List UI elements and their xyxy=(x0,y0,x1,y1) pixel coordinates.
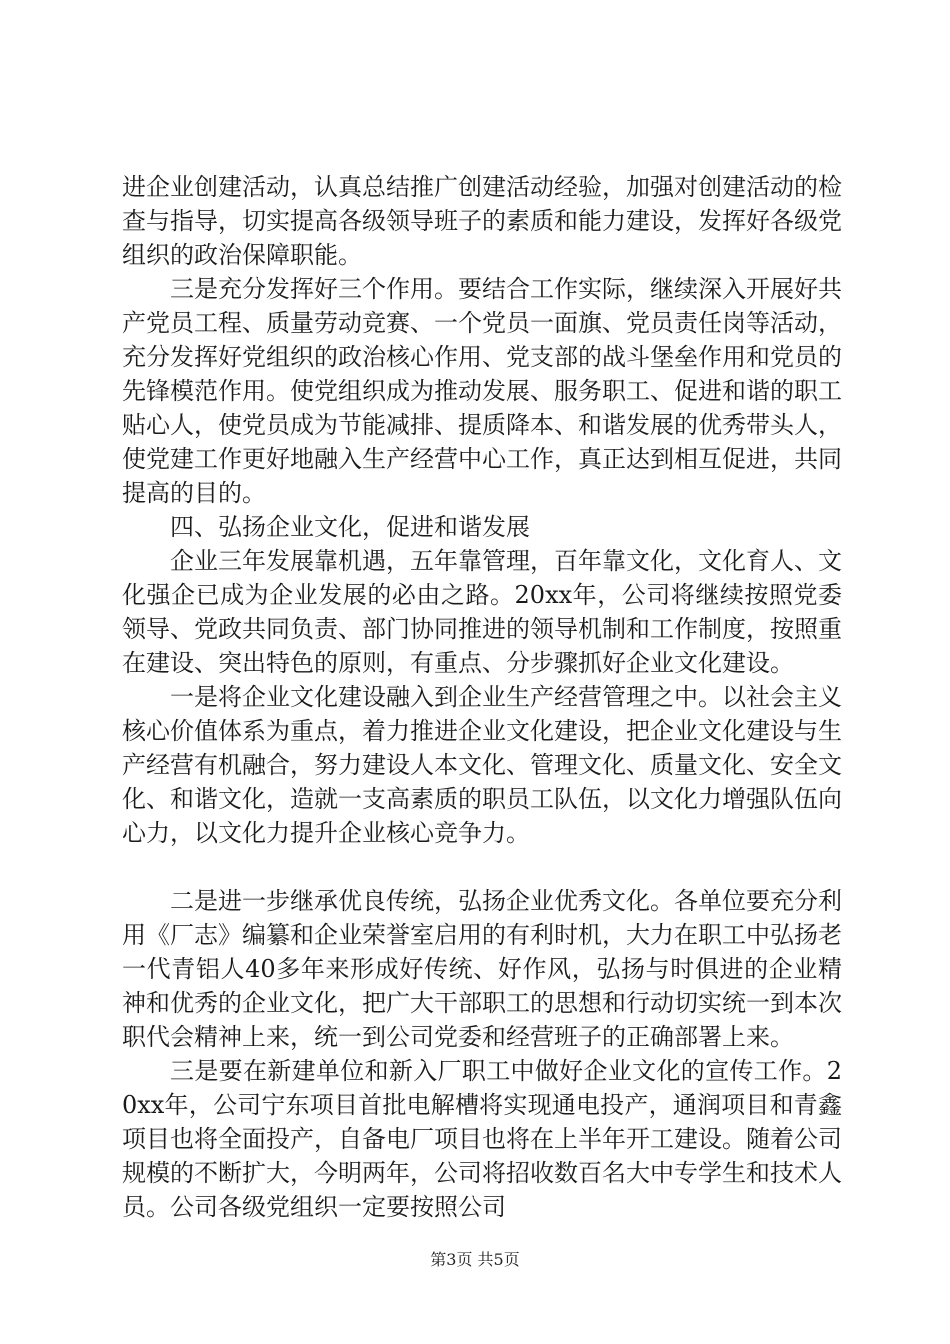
paragraph-new-units: 三是要在新建单位和新入厂职工中做好企业文化的宣传工作。20xx年，公司宁东项目首批电解槽将实现通电投产，通润项目和青鑫项目也将全面投产，自备电厂项目也将在上半年开工建设。随着公司规模的不断扩大，今明两年，公司将招收数百名大中专学生和技术人员。公司各级党组织一定要按照公司 xyxy=(122,1057,842,1221)
section-heading-culture: 四、弘扬企业文化，促进和谐发展 xyxy=(170,513,530,541)
paragraph-three-roles: 三是充分发挥好三个作用。要结合工作实际，继续深入开展好共产党员工程、质量劳动竞赛、一个党员一面旗、党员责任岗等活动，充分发挥好党组织的政治核心作用、党支部的战斗堡垒作用和党员的先锋模范作用。使党组织成为推动发展、服务职工、促进和谐的职工贴心人，使党员成为节能减排、提质降本、和谐发展的优秀带头人，使党建工作更好地融入生产经营中心工作，真正达到相互促进，共同提高的目的。 xyxy=(122,275,842,507)
paragraph-tradition: 二是进一步继承优良传统，弘扬企业优秀文化。各单位要充分利用《厂志》编纂和企业荣誉室启用的有利时机，大力在职工中弘扬老一代青铝人40多年来形成好传统、好作风，弘扬与时俱进的企业精神和优秀的企业文化，把广大干部职工的思想和行动切实统一到本次职代会精神上来，统一到公司党委和经营班子的正确部署上来。 xyxy=(122,887,842,1051)
document-body xyxy=(122,170,842,1224)
paragraph-culture-integration: 一是将企业文化建设融入到企业生产经营管理之中。以社会主义核心价值体系为重点，着力推进企业文化建设，把企业文化建设与生产经营有机融合，努力建设人本文化、管理文化、质量文化、安全文化、和谐文化，造就一支高素质的职员工队伍，以文化力增强队伍向心力，以文化力提升企业核心竞争力。 xyxy=(122,683,842,847)
paragraph-continued: 进企业创建活动，认真总结推广创建活动经验，加强对创建活动的检查与指导，切实提高各级领导班子的素质和能力建设，发挥好各级党组织的政治保障职能。 xyxy=(122,173,842,269)
paragraph-culture-intro: 企业三年发展靠机遇，五年靠管理，百年靠文化，文化育人、文化强企已成为企业发展的必由之路。20xx年，公司将继续按照党委领导、党政共同负责、部门协同推进的领导机制和工作制度，按照重在建设、突出特色的原则，有重点、分步骤抓好企业文化建设。 xyxy=(122,547,842,677)
page-number-footer: 第3页 共5页 xyxy=(430,1250,520,1269)
